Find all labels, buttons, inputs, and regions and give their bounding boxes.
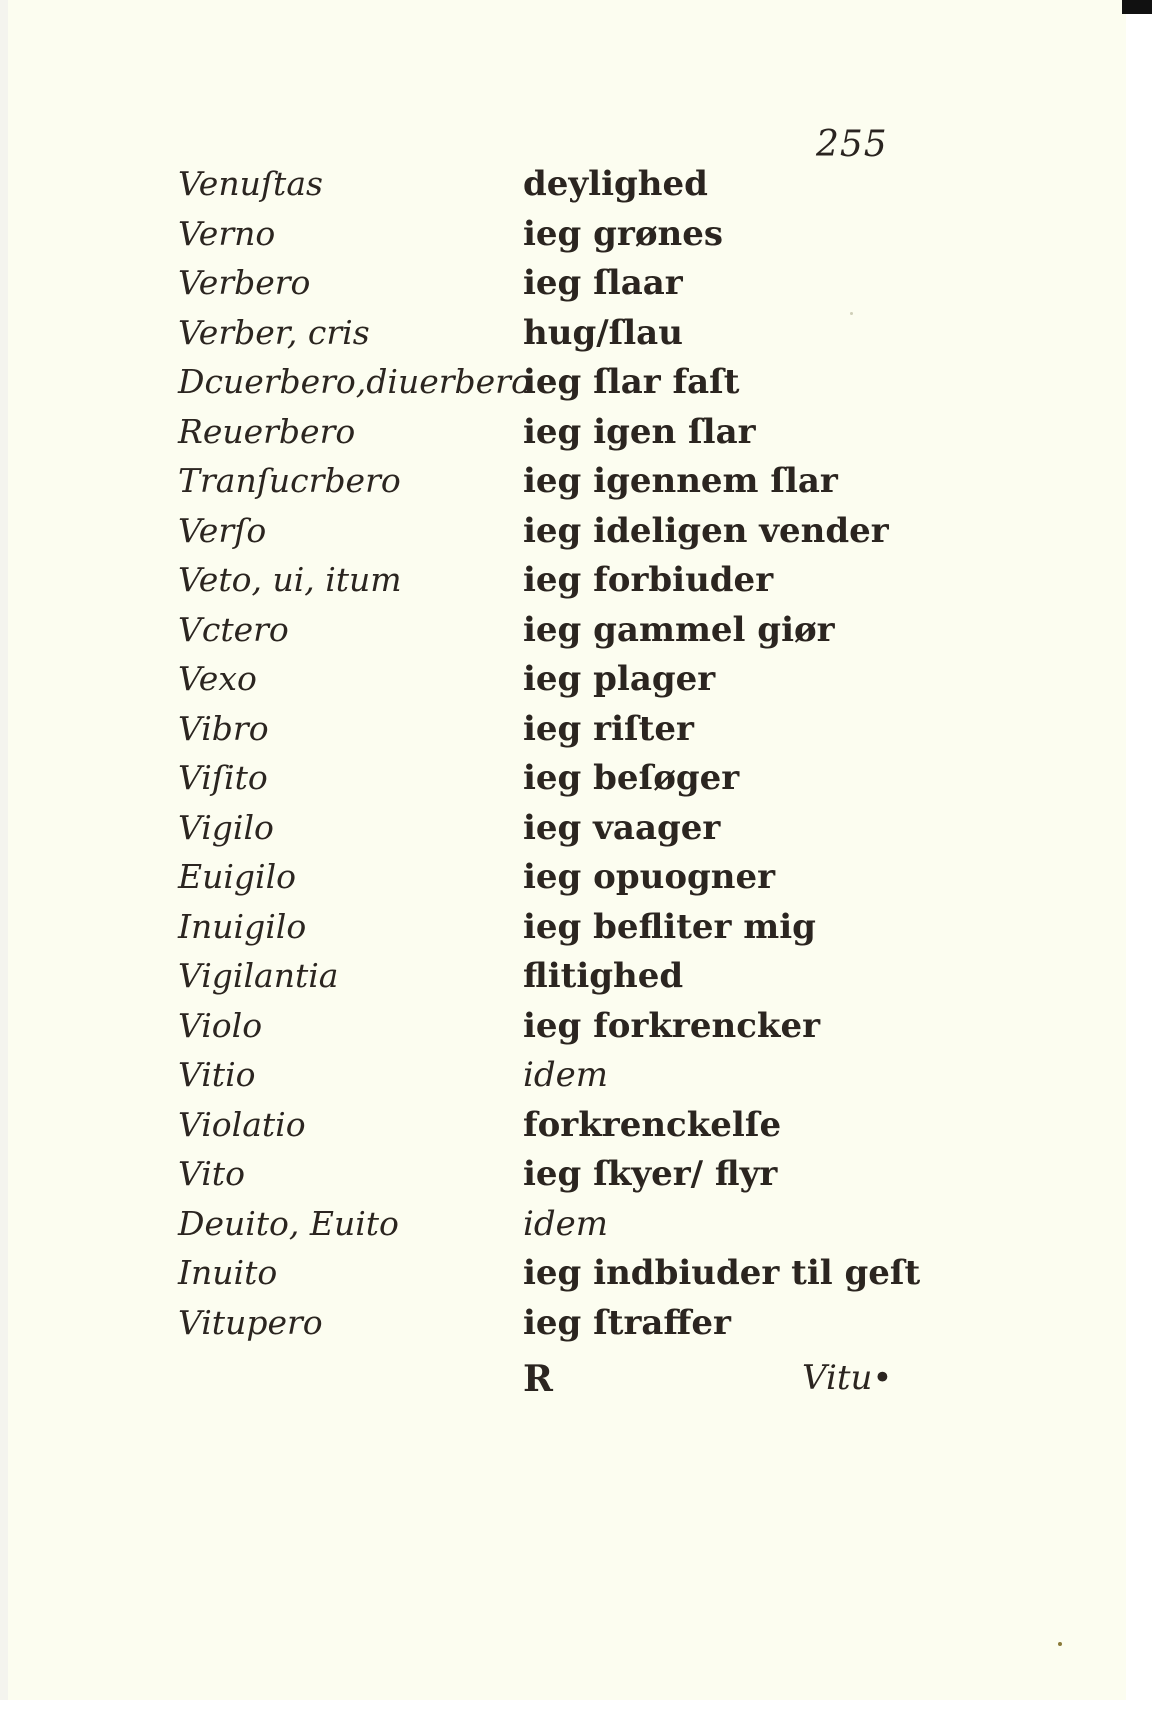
danish-translation: ieg forbiuder	[523, 560, 774, 600]
dictionary-entry	[178, 311, 908, 361]
latin-headword: Venuſtas	[178, 164, 323, 203]
latin-headword: Violatio	[178, 1104, 306, 1144]
latin-headword: Vitupero	[178, 1302, 323, 1342]
latin-headword: Verber, cris	[178, 312, 370, 352]
dictionary-entry	[178, 1053, 908, 1103]
danish-translation: ieg ſlaar	[523, 263, 683, 303]
catchword: Vitu•	[802, 1358, 893, 1398]
danish-translation: ieg vaager	[523, 807, 721, 848]
latin-headword: Vctero	[178, 609, 289, 649]
dictionary-entries	[178, 162, 921, 1350]
latin-headword: Vibro	[178, 708, 269, 748]
latin-headword: Inuigilo	[178, 906, 307, 946]
latin-headword: Violo	[178, 1005, 263, 1045]
right-margin	[1126, 0, 1152, 1718]
dictionary-entry	[178, 756, 908, 806]
latin-headword: Inuito	[178, 1253, 278, 1292]
dictionary-entry	[178, 360, 908, 410]
latin-headword: Euigilo	[178, 857, 296, 896]
latin-headword: Verſo	[178, 510, 267, 550]
latin-headword: Dcuerbero,diuerbero	[178, 362, 531, 401]
dictionary-entry	[178, 509, 908, 559]
dictionary-entry	[178, 707, 908, 757]
danish-translation: ieg plager	[523, 659, 716, 699]
dictionary-entry	[178, 1202, 908, 1252]
latin-headword: Reuerbero	[178, 411, 356, 451]
dictionary-entry	[178, 806, 908, 856]
dictionary-entry	[178, 954, 908, 1004]
latin-headword: Viſito	[178, 758, 268, 797]
latin-headword: Tranſucrbero	[178, 461, 401, 500]
latin-headword: Verbero	[178, 263, 311, 302]
danish-translation: ieg forkrencker	[523, 1005, 821, 1046]
latin-headword: Vigilantia	[178, 956, 339, 995]
latin-headword: Vitio	[178, 1055, 256, 1094]
signature-mark: R	[523, 1358, 553, 1400]
danish-translation: ieg beſøger	[523, 758, 740, 798]
dictionary-entry	[178, 162, 908, 212]
danish-translation: ieg befliter mig	[523, 906, 816, 947]
danish-translation: ieg gammel giør	[523, 609, 835, 650]
latin-headword: Deuito, Euito	[178, 1203, 399, 1243]
dictionary-entry	[178, 212, 908, 262]
danish-translation: ieg ſlar faſt	[523, 362, 740, 402]
danish-translation: idem	[523, 1203, 608, 1244]
dictionary-entry	[178, 1301, 908, 1351]
latin-headword: Verno	[178, 213, 276, 253]
latin-headword: Veto, ui, itum	[178, 560, 402, 599]
ink-speck	[1058, 1642, 1062, 1646]
danish-translation: forkrenckelſe	[523, 1104, 782, 1145]
danish-translation: hug/ſlau	[523, 312, 683, 353]
dictionary-entry	[178, 1103, 908, 1153]
danish-translation: ieg igennem ſlar	[523, 461, 838, 501]
danish-translation: ieg igen ſlar	[523, 411, 756, 452]
danish-translation: ieg opuogner	[523, 857, 776, 897]
danish-translation: ieg grønes	[523, 213, 724, 254]
dictionary-entry	[178, 558, 908, 608]
dictionary-entry	[178, 261, 908, 311]
dictionary-entry	[178, 1251, 921, 1301]
page-number: 255	[816, 124, 888, 165]
danish-translation: ieg indbiuder til geſt	[523, 1253, 921, 1293]
danish-translation: ieg ſtraffer	[523, 1302, 731, 1343]
dictionary-entry	[178, 410, 908, 460]
danish-translation: flitighed	[523, 956, 684, 996]
dictionary-entry	[178, 1004, 908, 1054]
latin-headword: Vito	[178, 1154, 245, 1193]
dictionary-entry	[178, 855, 908, 905]
dictionary-entry	[178, 608, 908, 658]
danish-translation: ieg riſter	[523, 708, 694, 749]
latin-headword: Vigilo	[178, 807, 274, 847]
danish-translation: deylighed	[523, 164, 708, 204]
danish-translation: idem	[523, 1055, 608, 1095]
dictionary-entry	[178, 905, 908, 955]
left-edge	[0, 0, 8, 1718]
dictionary-entry	[178, 459, 908, 509]
danish-translation: ieg ſkyer/ flyr	[523, 1154, 778, 1194]
dictionary-entry	[178, 657, 908, 707]
danish-translation: ieg ideligen vender	[523, 510, 889, 551]
dictionary-entry	[178, 1152, 908, 1202]
scanner-corner-mark	[1122, 0, 1152, 14]
latin-headword: Vexo	[178, 659, 257, 698]
bottom-margin	[0, 1700, 1152, 1718]
